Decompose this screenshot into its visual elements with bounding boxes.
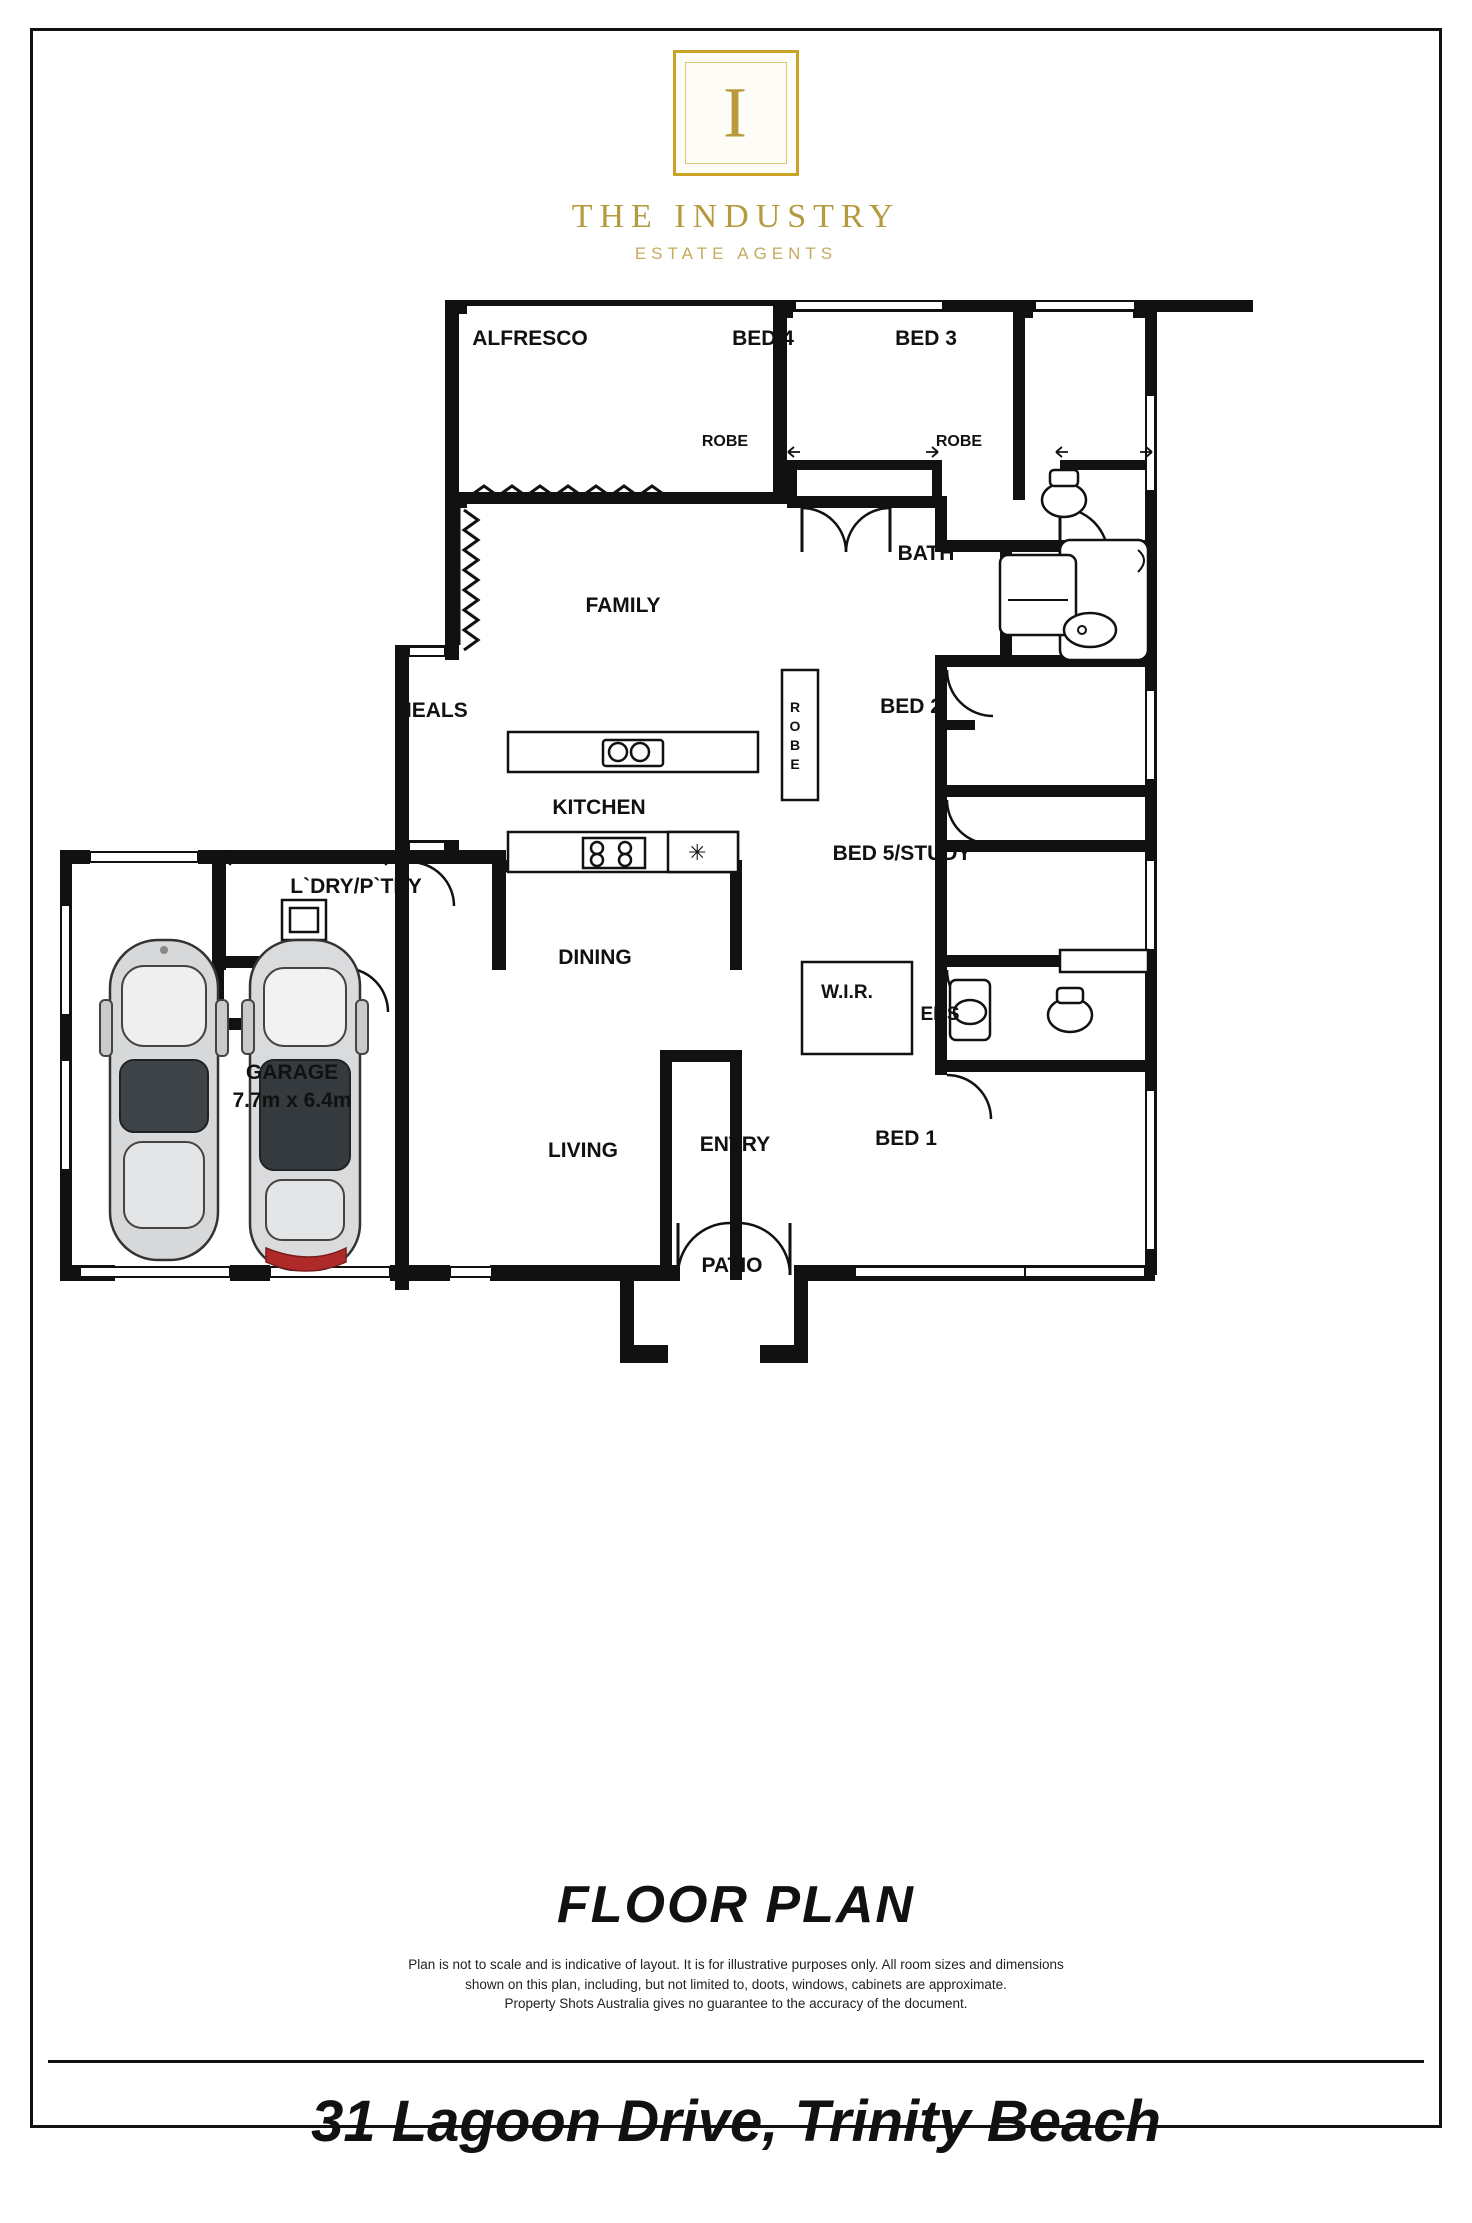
logo-mark-icon xyxy=(673,50,799,176)
brand-subtitle: ESTATE AGENTS xyxy=(634,244,838,263)
room-label-alfresco: ALFRESCO xyxy=(472,327,588,350)
room-label-bed3: BED 3 xyxy=(895,327,957,350)
room-label-ens: ENS xyxy=(920,1004,960,1025)
room-label-garage: GARAGE xyxy=(245,1061,339,1084)
property-address-bar xyxy=(48,2060,1424,2180)
room-label-dining: DINING xyxy=(558,946,632,969)
disclaimer-line-1: Plan is not to scale and is indicative of layout. It is for illustrative purposes only. All room sizes and dimensions xyxy=(408,1957,1064,1972)
svg-text:✳: ✳ xyxy=(688,840,707,865)
room-label-bed4: BED 4 xyxy=(732,327,794,350)
room-label-family: FAMILY xyxy=(585,594,661,617)
property-address: 31 Lagoon Drive, Trinity Beach xyxy=(311,2089,1161,2154)
room-label-robe-bed4: ROBE xyxy=(701,433,749,450)
room-label-robe-bed2: R O B E xyxy=(789,699,801,772)
room-label-wir: W.I.R. xyxy=(821,982,873,1003)
disclaimer xyxy=(0,1955,1472,2014)
room-label-bath: BATH xyxy=(897,542,955,565)
page-title: FLOOR PLAN xyxy=(557,1876,915,1934)
room-label-meals: MEALS xyxy=(394,699,468,722)
room-label-patio: PATIO xyxy=(701,1254,763,1277)
room-label-living: LIVING xyxy=(547,1139,619,1162)
room-label-kitchen: KITCHEN xyxy=(552,796,646,819)
garage-dimensions: 7.7m x 6.4m xyxy=(232,1089,352,1112)
brand-logo xyxy=(0,50,1472,264)
brand-name: THE INDUSTRY xyxy=(571,198,901,235)
floor-plan-drawing xyxy=(0,300,1472,1820)
logo-letter: I xyxy=(723,72,749,153)
room-label-laundry: L`DRY/P`TRY xyxy=(290,875,422,898)
room-label-entry: ENTRY xyxy=(699,1133,771,1156)
room-label-bed1: BED 1 xyxy=(875,1127,937,1150)
room-label-bed5study: BED 5/STUDY xyxy=(832,842,972,865)
room-label-bed2: BED 2 xyxy=(880,695,942,718)
disclaimer-line-3: Property Shots Australia gives no guarantee to the accuracy of the document. xyxy=(504,1996,968,2012)
room-label-robe-bed3: ROBE xyxy=(935,433,983,450)
disclaimer-line-2: shown on this plan, including, but not limited to, doots, windows, cabinets are approximate. xyxy=(465,1976,1007,1992)
